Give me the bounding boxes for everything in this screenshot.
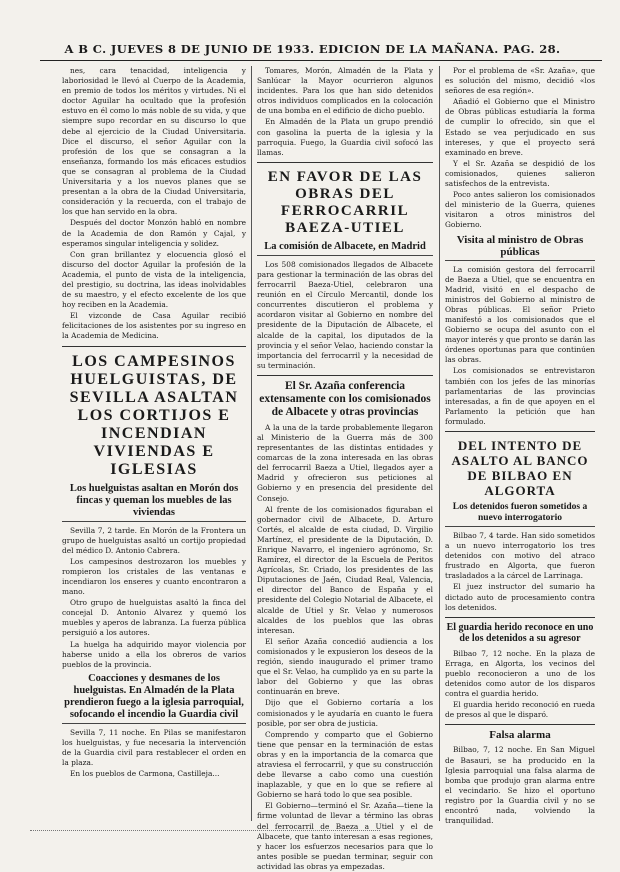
article-text: A la una de la tarde probablemente llegaron al Ministerio de la Guerra más de 300 representantes de las distintas entidades y comarcas de la zona interesada en las obras del ferrocarril Baeza a Utiel, llegados ayer a Madrid y ofrecieron sus peticiones al Gobierno y en presencia del presidente del Consejo. <box>257 422 433 503</box>
article-text: Bilbao 7, 4 tarde. Han sido sometidos a un nuevo interrogatorio los tres detenidos con motivo del atraco frustrado en Algorta, que fueron trasladados a la cárcel de Larrinaga. <box>445 531 595 581</box>
article-text: Los campesinos destrozaron los muebles y rompieron los cristales de las ventanas e incendiaron los enseres y cuanto encontraron a mano. <box>62 556 246 597</box>
article-text: nes, cara tenacidad, inteligencia y laboriosidad le llevó al Cuerpo de la Academia, en premio de todos los méritos y virtudes. Ni el doctor Aguilar ha ocultado que la profesión estuvo en él como lo más noble de su vida, y que siempre supo recordar en su discurso lo que debe al ejercicio de la Ciudad Universitaria. Dice el discurso, el señor Aguilar con la profesión de los que se consagran a la enseñanza, formando los más eficaces estudios que se consagran al problema de la Ciudad Universitaria y a los nuevos planes que se presentan a la obra de la Ciudad Universitaria, consideración y la recuerda, con el trabajo de los que han servido en la obra. <box>62 66 246 217</box>
header-rule <box>40 60 602 61</box>
article-text: Dijo que el Gobierno cortaría a los comisionados y le ayudaría en cuanto le fuera posible, por ser obra de justicia. <box>257 698 433 728</box>
article-text: El juez instructor del sumario ha dictado auto de procesamiento contra los detenidos. <box>445 582 595 612</box>
column-3 <box>445 66 595 826</box>
article-text: En los pueblos de Carmona, Castilleja... <box>70 769 220 779</box>
article-text: Bilbao 7, 12 noche. En la plaza de Erraga, en Algorta, los vecinos del pueblo reconocieron a uno de los detenidos como autor de los disparos contra el guardia herido. <box>445 648 595 699</box>
section-rule <box>445 724 595 725</box>
subheadline: Coacciones y desmanes de los huelguistas. En Almadén de la Plata prendieron fuego a la iglesia parroquial, sofocando el incendio la Guardia civil <box>62 673 246 724</box>
headline-falsa-alarma: Falsa alarma <box>489 729 551 742</box>
article-text: Después del doctor Monzón habló en nombre de la Academia de don Ramón y Cajal, y esperamos singular inteligencia y solidez. <box>62 218 246 248</box>
article-text: El vizconde de Casa Aguilar recibió felicitaciones de los asistentes por su ingreso en la Academia de Medicina. <box>62 311 246 341</box>
article-text: El guardia herido reconoció en rueda de presos al que le disparó. <box>445 700 595 720</box>
section-rule <box>257 375 433 376</box>
headline-azana: El Sr. Azaña conferencia extensamente con los comisionados de Albacete y otras provincias <box>259 379 431 418</box>
article-text: Y el Sr. Azaña se despidió de los comisionados, quienes salieron satisfechos de la entrevista. <box>445 158 595 189</box>
article-text: Con gran brillantez y elocuencia glosó el discurso del doctor Aguilar la profesión de la Academia, el punto de vista de la inteligencia, del prestigio, su doctrina, las ideas inolvidables de su maestro, y el efecto excelente de los que hoy reciben en la Academia. <box>62 249 246 310</box>
headline-campesinos: LOS CAMPESINOS HUELGUISTAS, DE SEVILLA ASALTAN LOS CORTIJOS E INCENDIAN VIVIENDAS E IGLESIAS <box>69 352 239 478</box>
article-text: Los 508 comisionados llegados de Albacete para gestionar la terminación de las obras del ferrocarril Baeza-Utiel, celebraron una reunión en el Círculo Mercantil, donde los concurrentes discutieron el problema y acordaron visitar al Gobierno en nombre del presidente de la Diputación de Albacete, el alcalde de la capital, los diputados de la provincia y el señor Velao, haciendo constar la importancia del ferrocarril y la necesidad de su terminación. <box>257 259 433 370</box>
article-text: Añadió el Gobierno que el Ministro de Obras públicas estudiaría la forma de cumplir lo ofrecido, sin que el Estado se vea perjudicado en sus intereses, y que el proyecto será examinado en breve. <box>445 97 595 157</box>
article-text: Poco antes salieron los comisionados del ministerio de la Guerra, quienes visitaron a otros ministros del Gobierno. <box>445 190 595 230</box>
article-text: El Gobierno—terminó el Sr. Azaña—tiene la firme voluntad de llevar a término las obras del ferrocarril de Baeza a Utiel y el de Albacete, que tanto interesan a esas regiones, y hacer los esfuerzos necesarios para que lo antes posible se puedan terminar, seguir con actividad las obras ya empezadas. <box>257 801 433 871</box>
article-text: La comisión gestora del ferrocarril de Baeza a Utiel, que se encuentra en Madrid, visitó en el despacho de ministros del Gobierno al ministro de Obras públicas. El señor Prieto manifestó a los comisionados que el Gobierno se ocupa del asunto con el mayor interés y que pronto se darán las órdenes oportunas para que continúen las obras. <box>445 264 595 365</box>
subheadline: La comisión de Albacete, en Madrid <box>257 241 433 256</box>
article-text: En Almadén de la Plata un grupo prendió con gasolina la puerta de la iglesia y la parroquia. Fuego, la Guardia civil sofocó las llamas. <box>257 117 433 157</box>
column-divider <box>439 66 440 821</box>
article-text: Sevilla 7, 11 noche. En Pilas se manifestaron los huelguistas, y fue necesaria la intervención de la Guardia civil para restablecer el orden en la plaza. <box>62 727 246 768</box>
headline-ferrocarril: EN FAVOR DE LAS OBRAS DEL FERROCARRIL BAEZA-UTIEL <box>267 168 423 236</box>
article-text: La huelga ha adquirido mayor violencia por haberse unido a ella los obreros de varios pueblos de la provincia. <box>62 639 246 669</box>
article-text: Comprendo y comparto que el Gobierno tiene que pensar en la terminación de estas obras y en la importancia de la comarca que atraviesa el ferrocarril, y que su construcción debe llevarse a cabo como una cuestión inaplazable, y que en lo que se refiere al Gobierno se hará todo lo que sea posible. <box>257 729 433 800</box>
footer-rule <box>30 830 380 831</box>
article-text: Por el problema de «Sr. Azaña», que es solución del mismo, decidió «los señores de esa región». <box>445 66 595 96</box>
column-divider <box>251 66 252 821</box>
headline-guardia: El guardia herido reconoce en uno de los detenidos a su agresor <box>446 621 594 645</box>
column-1 <box>62 66 246 826</box>
section-rule <box>62 346 246 347</box>
section-rule <box>257 162 433 163</box>
headline-obras-publicas: Visita al ministro de Obras públicas <box>445 234 595 261</box>
article-text: Tomares, Morón, Almadén de la Plata y Sanlúcar la Mayor ocurrieron algunos incidentes. Para los que han sido detenidos otros individuos complicados en la colocación de una bomba en el edificio de dicho pueblo. <box>257 66 433 116</box>
section-rule <box>445 617 595 618</box>
article-text: Sevilla 7, 2 tarde. En Morón de la Frontera un grupo de huelguistas asaltó un cortijo propiedad del médico D. Antonio Cabrera. <box>62 525 246 555</box>
article-text: El señor Azaña concedió audiencia a los comisionados y le expusieron los deseos de la región, siendo inaugurado el primer tramo que el Sr. Velao, ha cumplido ya en su parte la labor del Gobierno y que las obras continuarán en breve. <box>257 636 433 697</box>
article-text: Otro grupo de huelguistas asaltó la finca del concejal D. Antonio Alvarez y quemó los muebles y aperos de labranza. La fuerza pública persiguió a los autores. <box>62 598 246 638</box>
page-header: A B C. JUEVES 8 DE JUNIO DE 1933. EDICION DE LA MAÑANA. PAG. 28. <box>64 42 561 56</box>
subheadline: Los huelguistas asaltan en Morón dos fincas y queman los muebles de las viviendas <box>62 483 246 522</box>
article-text: Al frente de los comisionados figuraban el gobernador civil de Albacete, D. Arturo Cortés, el alcalde de esta ciudad, D. Virgilio Martínez, el presidente de la Diputación, D. Enrique Navarro, el ingeniero agrónomo, Sr. Ramírez, el director de la Escuela de Peritos Agrícolas, Sr. Criado, los presidentes de las Diputaciones de Jaén, Ciudad Real, Valencia, el director del Banco de España y el presidente del Colegio Notarial de Albacete, el alcalde de Utiel y Sr. Velao y numerosos alcaldes de los pueblos que las obras interesan. <box>257 504 433 635</box>
article-text: Los comisionados se entrevistaron también con los jefes de las minorías parlamentarias de las provincias interesadas, a fin de que apoyen en el Parlamento la petición que han formulado. <box>445 366 595 426</box>
section-rule <box>445 431 595 432</box>
headline-algorta: DEL INTENTO DE ASALTO AL BANCO DE BILBAO EN ALGORTA <box>451 438 589 498</box>
subheadline: Los detenidos fueron sometidos a nuevo interrogatorio <box>445 502 595 527</box>
article-text: Bilbao, 7, 12 noche. En San Miguel de Basauri, se ha producido en la Iglesia parroquial una falsa alarma de bomba que produjo gran alarma entre el vecindario. Se hizo el oportuno registro por la Guardia civil y no se encontró nada, volviendo la tranquilidad. <box>445 745 595 826</box>
column-2 <box>257 66 433 871</box>
